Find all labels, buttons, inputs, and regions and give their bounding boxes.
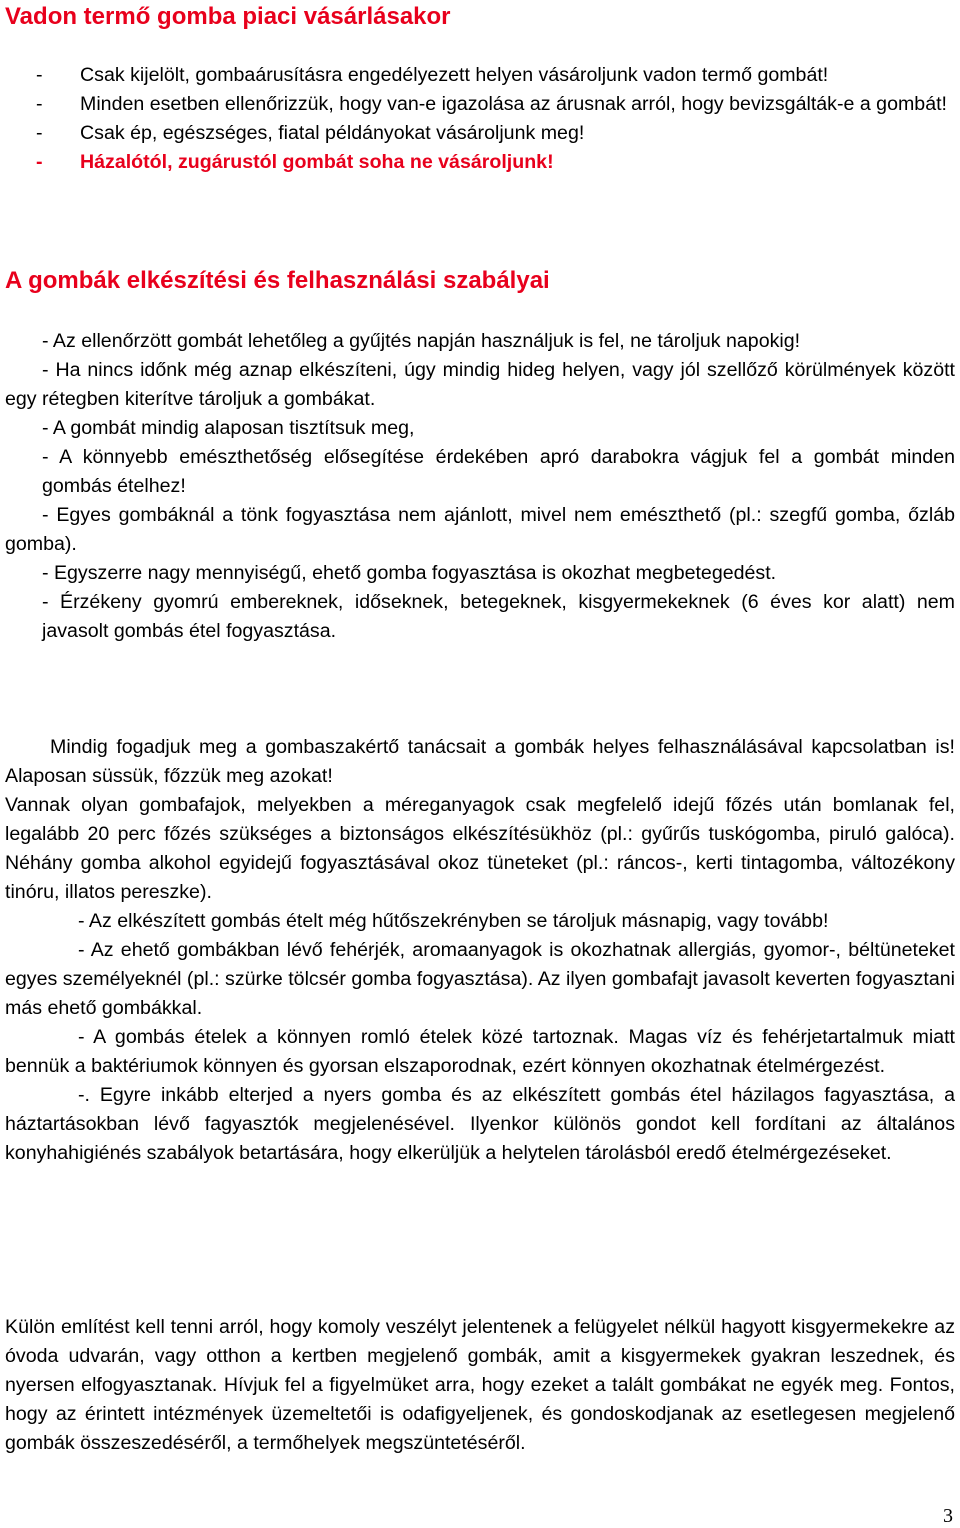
warning-paragraph: Külön említést kell tenni arról, hogy komoly veszélyt jelentenek a felügyelet nélkül hagyott kisgyermekekre az óvoda udvarán, vagy otthon a kertben megjelenő gombák, amit a kisgyermekek gyakran leszednek, és nyersen elfogyasztanak. Hívjuk fel a figyelmüket arra, hogy ezeket a talált gombákat ne egyék meg. Fontos, hogy az érintett intézmények üzemeltetői is odafigyeljenek, és gondoskodjanak az esetlegesen megjelenő gombák összeszedéséről, a termőhelyek megszüntetéséről. xyxy=(5,1316,955,1454)
prep-rule: - A gombát mindig alaposan tisztítsuk meg, xyxy=(42,417,415,439)
list-item-warning xyxy=(5,148,955,177)
prep-rule: - Egyszerre nagy mennyiségű, ehető gomba fogyasztása is okozhat megbetegedést. xyxy=(42,562,777,584)
advice-paragraph: Vannak olyan gombafajok, melyekben a méreganyagok csak megfelelő idejű főzés után bomlanak fel, legalább 20 perc főzés szükséges a biztonságos elkészítésükhöz (pl.: gyűrűs tuskógomba, piruló galóca). Néhány gomba alkohol egyidejű fogyasztásával okoz tüneteket (pl.: ráncos-, kerti tintagomba, változékony tinóru, illatos pereszke). xyxy=(5,794,955,903)
list-item-text: Minden esetben ellenőrizzük, hogy van-e igazolása az árusnak arról, hogy bevizsgálták-e a gombát! xyxy=(80,93,947,115)
prep-rule: - A könnyebb emészthetőség elősegítése érdekében apró darabokra vágjuk fel a gombát minden gombás ételhez! xyxy=(42,446,955,497)
page-title: Vadon termő gomba piaci vásárlásakor xyxy=(5,3,451,30)
list-item xyxy=(5,119,955,148)
advice-paragraph: - Az ehető gombákban lévő fehérjék, aromaanyagok is okozhatnak allergiás, gyomor-, béltüneteket egyes személyeknél (pl.: szürke tölcsér gomba fogyasztása). Az ilyen gombafajt javasolt keverten fogyasztani más ehető gombákkal. xyxy=(5,939,955,1019)
page-number: 3 xyxy=(943,1505,953,1527)
list-dash: - xyxy=(36,151,43,173)
list-item-text: Házalótól, zugárustól gombát soha ne vásároljunk! xyxy=(80,151,554,173)
section-title: A gombák elkészítési és felhasználási szabályai xyxy=(5,267,550,294)
list-item xyxy=(5,61,955,90)
list-dash: - xyxy=(36,122,43,144)
prep-rule: - Az ellenőrzött gombát lehetőleg a gyűjtés napján használjuk is fel, ne tároljuk napokig! xyxy=(42,330,801,352)
list-dash: - xyxy=(36,93,43,115)
advice-section xyxy=(5,733,955,1168)
advice-paragraph: - Az elkészített gombás ételt még hűtőszekrényben se tároljuk másnapig, vagy tovább! xyxy=(78,910,829,932)
prep-rules xyxy=(5,327,955,646)
advice-paragraph: Mindig fogadjuk meg a gombaszakértő tanácsait a gombák helyes felhasználásával kapcsolatban is! Alaposan süssük, főzzük meg azokat! xyxy=(5,736,955,787)
list-item xyxy=(5,90,955,119)
list-dash: - xyxy=(36,64,43,86)
advice-paragraph: - A gombás ételek a könnyen romló ételek közé tartoznak. Magas víz és fehérjetartalmuk miatt bennük a baktériumok könnyen és gyorsan elszaporodnak, ezért könnyen okozhatnak ételmérgezést. xyxy=(5,1026,955,1077)
prep-rule: - Egyes gombáknál a tönk fogyasztása nem ajánlott, mivel nem emészthető (pl.: szegfű gomba, őzláb gomba). xyxy=(5,504,955,555)
list-item-text: Csak ép, egészséges, fiatal példányokat vásároljunk meg! xyxy=(80,122,585,144)
prep-rule: - Ha nincs időnk még aznap elkészíteni, úgy mindig hideg helyen, vagy jól szellőző körülmények között egy rétegben kiterítve tároljuk a gombákat. xyxy=(5,359,955,410)
list-item-text: Csak kijelölt, gombaárusításra engedélyezett helyen vásároljunk vadon termő gombát! xyxy=(80,64,829,86)
prep-rule: - Érzékeny gyomrú embereknek, időseknek, betegeknek, kisgyermekeknek (6 éves kor alatt) nem javasolt gombás étel fogyasztása. xyxy=(42,591,955,642)
advice-paragraph: -. Egyre inkább elterjed a nyers gomba és az elkészített gombás étel házilagos fagyasztása, a háztartásokban lévő fagyasztók megjelenésével. Ilyenkor különös gondot kell fordítani az általános konyhahigiénés szabályok betartására, hogy elkerüljük a helytelen tárolásból eredő ételmérgezéseket. xyxy=(5,1084,955,1164)
market-rules-list xyxy=(5,61,955,177)
children-warning xyxy=(5,1313,955,1458)
